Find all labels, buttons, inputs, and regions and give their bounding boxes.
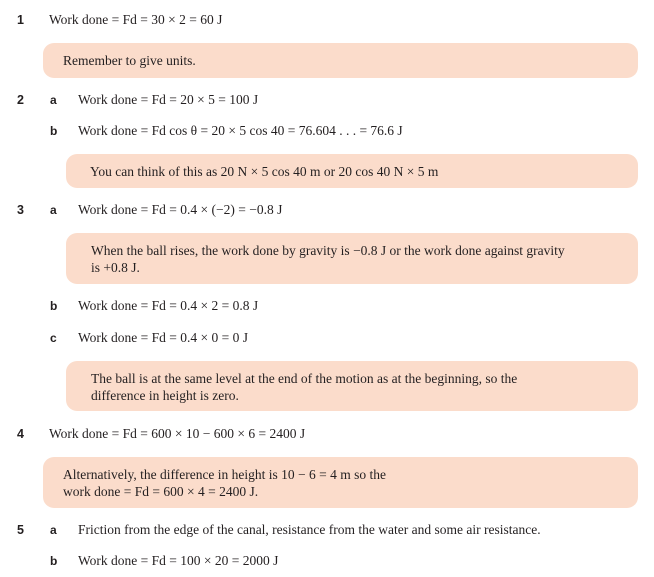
note-box (66, 361, 638, 411)
answer-line: Work done = Fd = 100 × 20 = 2000 J (78, 553, 279, 568)
note-box (66, 233, 638, 284)
note-text-line: difference in height is zero. (91, 388, 239, 403)
note-box (66, 154, 638, 188)
note-text-line: When the ball rises, the work done by gravity is −0.8 J or the work done against gravity (91, 243, 565, 258)
part-label: b (50, 299, 58, 313)
answer-line: Work done = Fd = 30 × 2 = 60 J (49, 12, 223, 27)
note-box (43, 457, 638, 508)
question-number: 2 (17, 93, 24, 107)
note-text-line: Alternatively, the difference in height is 10 − 6 = 4 m so the (63, 467, 387, 482)
answer-line: Work done = Fd cos θ = 20 × 5 cos 40 = 76.604 . . . = 76.6 J (78, 123, 403, 138)
part-label: b (50, 554, 58, 568)
question-number: 1 (17, 13, 24, 27)
note-text-line: work done = Fd = 600 × 4 = 2400 J. (63, 484, 259, 499)
question-number: 5 (17, 523, 24, 537)
note-box (43, 43, 638, 78)
answer-line: Work done = Fd = 0.4 × 2 = 0.8 J (78, 298, 259, 313)
part-label: a (50, 93, 57, 107)
part-label: a (50, 523, 57, 537)
answer-line: Work done = Fd = 0.4 × (−2) = −0.8 J (78, 202, 283, 217)
note-text-line: The ball is at the same level at the end of the motion as at the beginning, so the (91, 371, 518, 386)
answer-line: Work done = Fd = 20 × 5 = 100 J (78, 92, 259, 107)
part-label: b (50, 124, 58, 138)
answer-line: Work done = Fd = 0.4 × 0 = 0 J (78, 330, 248, 345)
note-text: Remember to give units. (63, 53, 196, 68)
question-number: 3 (17, 203, 24, 217)
part-label: c (50, 331, 57, 345)
answer-line: Friction from the edge of the canal, resistance from the water and some air resistance. (78, 522, 541, 537)
answer-line: Work done = Fd = 600 × 10 − 600 × 6 = 2400 J (49, 426, 306, 441)
note-text: You can think of this as 20 N × 5 cos 40 m or 20 cos 40 N × 5 m (90, 164, 439, 179)
question-number: 4 (17, 427, 24, 441)
part-label: a (50, 203, 57, 217)
note-text-line: is +0.8 J. (91, 260, 140, 275)
